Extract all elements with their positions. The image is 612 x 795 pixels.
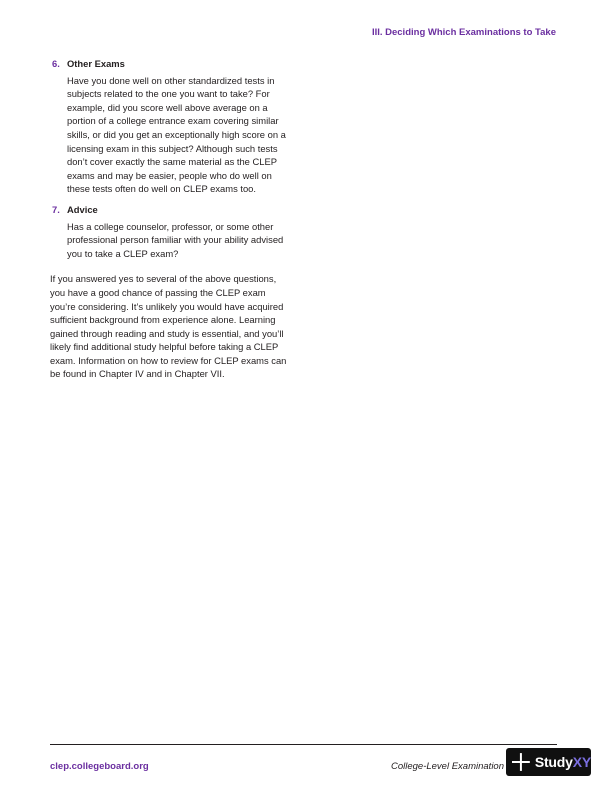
item-number: 7. bbox=[52, 203, 60, 215]
plus-icon bbox=[512, 753, 530, 771]
item-title: Other Exams bbox=[67, 58, 125, 69]
item-body: Have you done well on other standardized tests in subjects related to the one you want to take? For example, did you score well above average on a portion of a college entrance exam covering similar skills, or did you get an exceptionally high score on a licensing exam in this subject? Although such tests don’t cover exactly the same material as the CLEP exams and may be easier, people who do well on these tests often do well on CLEP exams too. bbox=[67, 74, 286, 195]
footer-url-link[interactable]: clep.collegeboard.org bbox=[50, 761, 149, 772]
running-header: III. Deciding Which Examinations to Take bbox=[371, 27, 556, 38]
item-title: Advice bbox=[67, 203, 98, 215]
item-number: 6. bbox=[52, 58, 60, 69]
logo-wordmark bbox=[535, 754, 591, 770]
footer-divider bbox=[50, 744, 557, 745]
studyxy-logo bbox=[506, 748, 591, 776]
item-heading bbox=[50, 203, 290, 217]
item-heading bbox=[50, 57, 290, 71]
logo-text-accent: XY bbox=[572, 754, 591, 770]
list-item-other-exams bbox=[50, 57, 290, 196]
footer-document-title: College-Level Examination bbox=[390, 761, 504, 772]
list-item-advice bbox=[50, 203, 290, 260]
logo-text-main: Study bbox=[534, 754, 573, 770]
main-content bbox=[50, 57, 290, 381]
item-body: Has a college counselor, professor, or some other professional person familiar with your ability advised you to take a CLEP exam? bbox=[67, 220, 284, 259]
conclusion-paragraph: If you answered yes to several of the above questions, you have a good chance of passing the CLEP exam you’re considering. It’s unlikely you would have acquired sufficient background from experience alone. Learning gained through reading and study is essential, and you’ll likely find additional study helpful before taking a CLEP exam. Information on how to review for CLEP exams can be found in Chapter IV and in Chapter VII. bbox=[50, 273, 287, 380]
